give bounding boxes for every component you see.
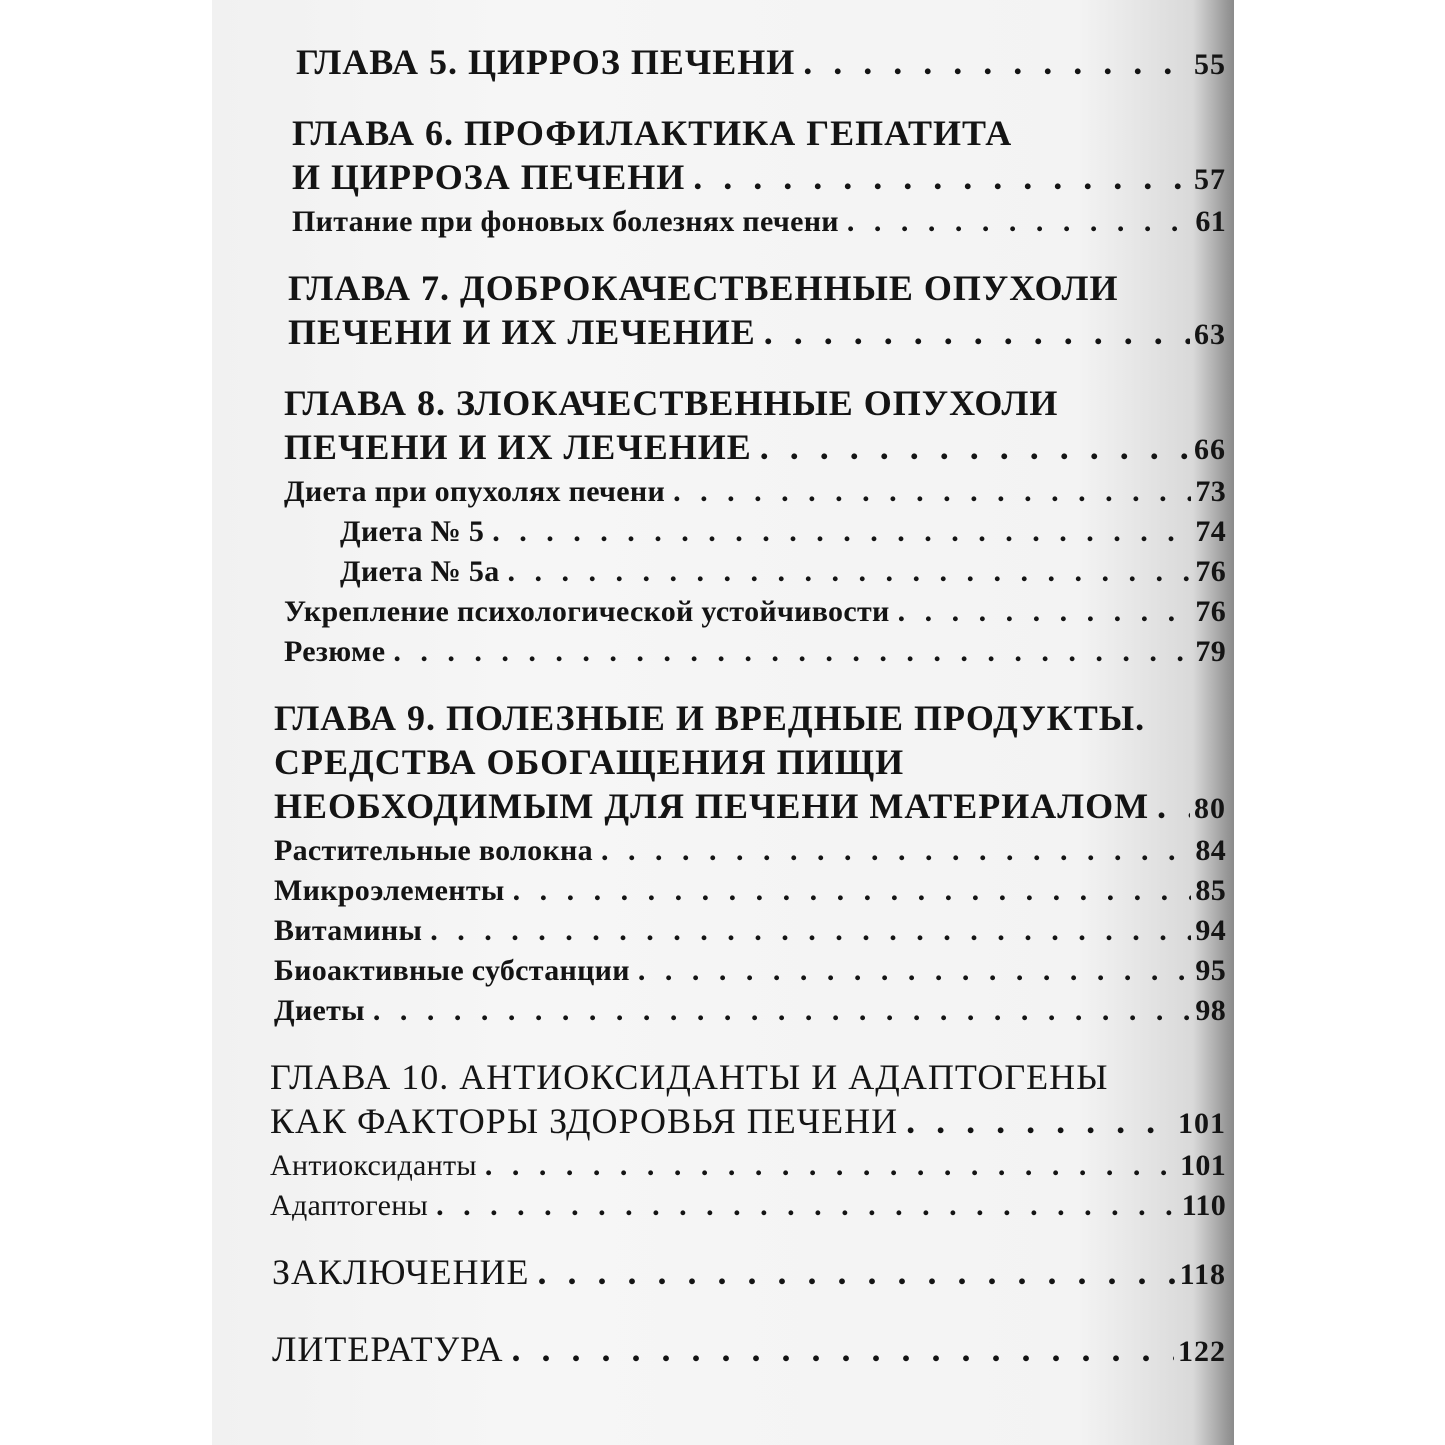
toc-section	[274, 911, 1226, 951]
dot-leader	[764, 310, 1190, 354]
chapter-title: ГЛАВА 9. ПОЛЕЗНЫЕ И ВРЕДНЫЕ ПРОДУКТЫ.	[274, 698, 1146, 738]
dot-leader	[638, 951, 1192, 991]
chapter-9	[274, 696, 1226, 1031]
chapter-title: ГЛАВА 8. ЗЛОКАЧЕСТВЕННЫЕ ОПУХОЛИ	[284, 383, 1059, 423]
toc-entry	[288, 310, 1226, 357]
toc-section	[274, 951, 1226, 991]
dot-leader	[373, 991, 1191, 1031]
page-number: 110	[1181, 1189, 1226, 1222]
section-title: Диеты	[274, 994, 365, 1027]
page-number: 73	[1195, 475, 1226, 508]
toc-section	[270, 1186, 1226, 1226]
dot-leader	[1157, 784, 1190, 828]
section-title: Растительные волокна	[274, 834, 593, 867]
chapter-title-continued: ПЕЧЕНИ И ИХ ЛЕЧЕНИЕ	[284, 427, 752, 467]
page-number: 61	[1195, 205, 1226, 238]
page-number: 85	[1195, 874, 1226, 907]
toc-section	[284, 472, 1226, 512]
page-number: 101	[1180, 1149, 1226, 1182]
section-title: Диета при опухолях печени	[284, 475, 666, 508]
toc-entry	[284, 425, 1226, 472]
dot-leader	[492, 512, 1191, 552]
page-number: 84	[1195, 834, 1226, 867]
chapter-title-continued: ПЕЧЕНИ И ИХ ЛЕЧЕНИЕ	[288, 312, 756, 352]
toc-entry	[270, 1099, 1226, 1146]
section-title: Микроэлементы	[274, 874, 505, 907]
toc-entry	[296, 40, 1226, 87]
section-title: Биоактивные субстанции	[274, 954, 630, 987]
page-number: 80	[1194, 792, 1226, 825]
dot-leader	[673, 472, 1191, 512]
literature-entry	[272, 1327, 1226, 1374]
chapter-title: ГЛАВА 7. ДОБРОКАЧЕСТВЕННЫЕ ОПУХОЛИ	[288, 268, 1119, 308]
page-number: 63	[1194, 318, 1226, 351]
section-title: Резюме	[284, 635, 386, 668]
page-number: 79	[1195, 635, 1226, 668]
section-title: Антиоксиданты	[270, 1149, 477, 1182]
toc-section	[274, 831, 1226, 871]
dot-leader	[760, 425, 1190, 469]
dot-leader	[485, 1146, 1176, 1186]
toc-subsection	[284, 552, 1226, 592]
section-title: Витамины	[274, 914, 423, 947]
dot-leader	[847, 202, 1192, 242]
toc-section	[270, 1146, 1226, 1186]
dot-leader	[601, 831, 1191, 871]
chapter-title: ГЛАВА 5. ЦИРРОЗ ПЕЧЕНИ	[296, 42, 796, 82]
toc-subsection	[284, 512, 1226, 552]
chapter-title: ГЛАВА 10. АНТИОКСИДАНТЫ И АДАПТОГЕНЫ	[270, 1057, 1109, 1097]
chapter-8	[284, 381, 1226, 672]
toc-entry	[292, 155, 1226, 202]
page-number: 98	[1195, 994, 1226, 1027]
dot-leader	[430, 911, 1191, 951]
page-number: 66	[1194, 433, 1226, 466]
subsection-title: Диета № 5а	[340, 555, 500, 588]
page-number: 74	[1195, 515, 1226, 548]
dot-leader	[512, 1327, 1174, 1371]
dot-leader	[537, 1250, 1175, 1294]
table-of-contents	[268, 40, 1226, 1404]
section-title: Адаптогены	[270, 1189, 429, 1222]
section-title: Питание при фоновых болезнях печени	[292, 205, 839, 238]
chapter-title-continued: НЕОБХОДИМЫМ ДЛЯ ПЕЧЕНИ МАТЕРИАЛОМ	[274, 786, 1150, 826]
conclusion-entry	[272, 1250, 1226, 1297]
page-number: 57	[1194, 163, 1226, 196]
page-number: 95	[1195, 954, 1226, 987]
toc-section	[292, 202, 1226, 242]
chapter-7	[288, 266, 1226, 357]
dot-leader	[693, 155, 1190, 199]
page-number: 101	[1178, 1107, 1226, 1140]
chapter-title-continued: КАК ФАКТОРЫ ЗДОРОВЬЯ ПЕЧЕНИ	[270, 1101, 899, 1141]
dot-leader	[508, 552, 1192, 592]
chapter-title-continued: И ЦИРРОЗА ПЕЧЕНИ	[292, 157, 686, 197]
chapter-title-continued: СРЕДСТВА ОБОГАЩЕНИЯ ПИЩИ	[274, 742, 905, 782]
dot-leader	[906, 1099, 1174, 1143]
dot-leader	[898, 592, 1192, 632]
toc-section	[284, 632, 1226, 672]
dot-leader	[393, 632, 1191, 672]
subsection-title: Диета № 5	[340, 515, 485, 548]
entry-title: ЛИТЕРАТУРА	[272, 1329, 504, 1369]
dot-leader	[436, 1186, 1178, 1226]
dot-leader	[513, 871, 1192, 911]
chapter-6	[292, 111, 1226, 242]
toc-entry	[274, 784, 1226, 831]
chapter-10	[270, 1055, 1226, 1226]
page-number: 118	[1179, 1258, 1226, 1291]
section-title: Укрепление психологической устойчивости	[284, 595, 890, 628]
dot-leader	[803, 40, 1190, 84]
page-number: 55	[1194, 48, 1226, 81]
toc-section	[274, 871, 1226, 911]
chapter-title: ГЛАВА 6. ПРОФИЛАКТИКА ГЕПАТИТА	[292, 113, 1013, 153]
toc-entry	[272, 1327, 1226, 1374]
page-number: 76	[1195, 555, 1226, 588]
page-number: 122	[1178, 1335, 1226, 1368]
page-number: 76	[1195, 595, 1226, 628]
toc-section	[274, 991, 1226, 1031]
page-number: 94	[1195, 914, 1226, 947]
chapter-5	[296, 40, 1226, 87]
book-page	[212, 0, 1234, 1445]
toc-section	[284, 592, 1226, 632]
toc-entry	[272, 1250, 1226, 1297]
entry-title: ЗАКЛЮЧЕНИЕ	[272, 1252, 530, 1292]
